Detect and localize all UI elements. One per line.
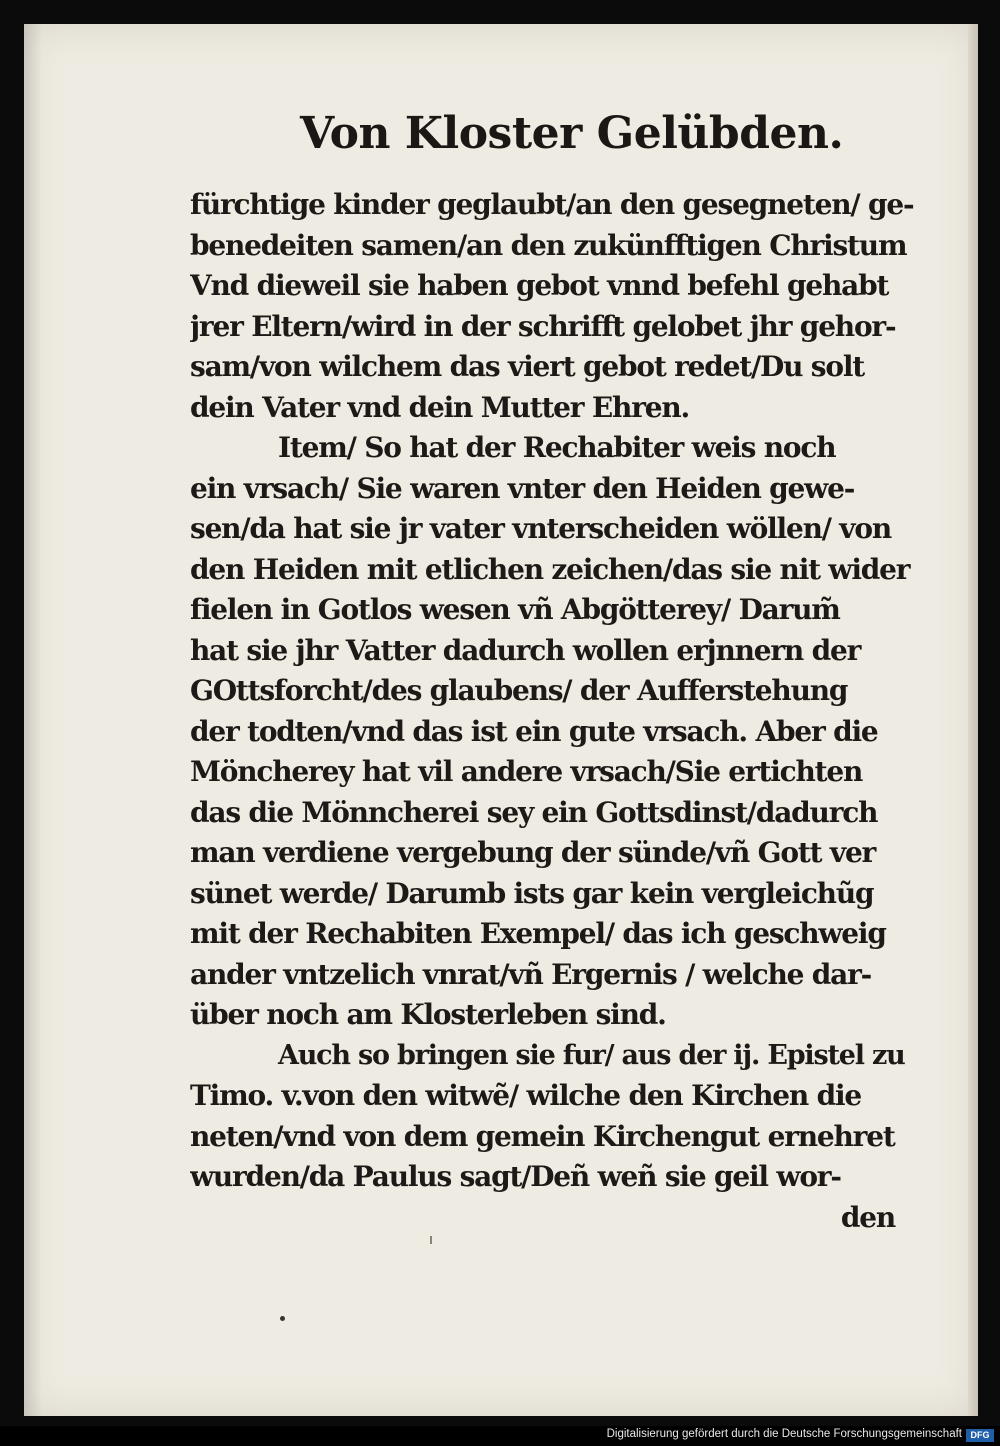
text-line: hat sie jhr Vatter dadurch wollen erjnnern der xyxy=(190,633,861,667)
ink-speck xyxy=(280,1316,285,1321)
text-line: fielen in Gotlos wesen vñ Abgötterey/ Darum̃ xyxy=(190,593,840,626)
text-line: das die Mönncherei sey ein Gottsdinst/dadurch xyxy=(190,795,878,829)
text-line: neten/vnd von dem gemein Kirchengut ernehret xyxy=(190,1119,895,1153)
page-edge xyxy=(968,24,978,1416)
footer-credit: Digitalisierung gefördert durch die Deutsche Forschungsgemeinschaft xyxy=(606,1428,962,1440)
text-line: mit der Rechabiten Exempel/ das ich geschweig xyxy=(190,917,886,950)
text-line: dein Vater vnd dein Mutter Ehren. xyxy=(190,390,690,424)
text-line: Möncherey hat vil andere vrsach/Sie ertichten xyxy=(190,755,863,788)
body-text xyxy=(190,185,915,1238)
text-line: Auch so bringen sie fur/ aus der ij. Epistel zu xyxy=(278,1039,905,1071)
text-line: Timo. v.von den witwẽ/ wilche den Kirchen die xyxy=(190,1079,862,1112)
text-line: den Heiden mit etlichen zeichen/das sie nit wider xyxy=(190,552,910,586)
text-line: Vnd dieweil sie haben gebot vnnd befehl gehabt xyxy=(190,269,889,302)
footer-bar xyxy=(0,1426,1000,1446)
dfg-logo: DFG xyxy=(966,1429,994,1442)
text-line: GOttsforcht/des glaubens/ der Aufferstehung xyxy=(190,674,848,707)
text-line: sen/da hat sie jr vater vnterscheiden wöllen/ von xyxy=(190,512,892,545)
gutter-shadow xyxy=(24,24,42,1416)
text-line: ein vrsach/ Sie waren vnter den Heiden gewe- xyxy=(190,471,855,505)
text-line: Item/ So hat der Rechabiter weis noch xyxy=(278,431,836,464)
text-line: fürchtige kinder geglaubt/an den gesegneten/ ge- xyxy=(190,188,914,221)
paper-mark xyxy=(430,1236,432,1244)
text-line: sünet werde/ Darumb ists gar kein vergleichũg xyxy=(190,876,874,910)
text-line: jrer Eltern/wird in der schrifft gelobet jhr gehor- xyxy=(190,309,896,343)
text-line: ander vntzelich vnrat/vñ Ergernis / welche dar- xyxy=(190,957,872,991)
text-line: wurden/da Paulus sagt/Deñ weñ sie geil wor- xyxy=(190,1160,841,1193)
text-line: der todten/vnd das ist ein gute vrsach. Aber die xyxy=(190,714,878,748)
text-line: benedeiten samen/an den zukünfftigen Christum xyxy=(190,228,907,262)
catchword: den xyxy=(840,1200,895,1234)
text-line: sam/von wilchem das viert gebot redet/Du solt xyxy=(190,350,865,383)
text-line: man verdiene vergebung der sünde/vñ Gott ver xyxy=(190,836,876,869)
running-head: Von Kloster Gelübden. xyxy=(300,108,844,159)
text-line: über noch am Klosterleben sind. xyxy=(190,998,666,1031)
